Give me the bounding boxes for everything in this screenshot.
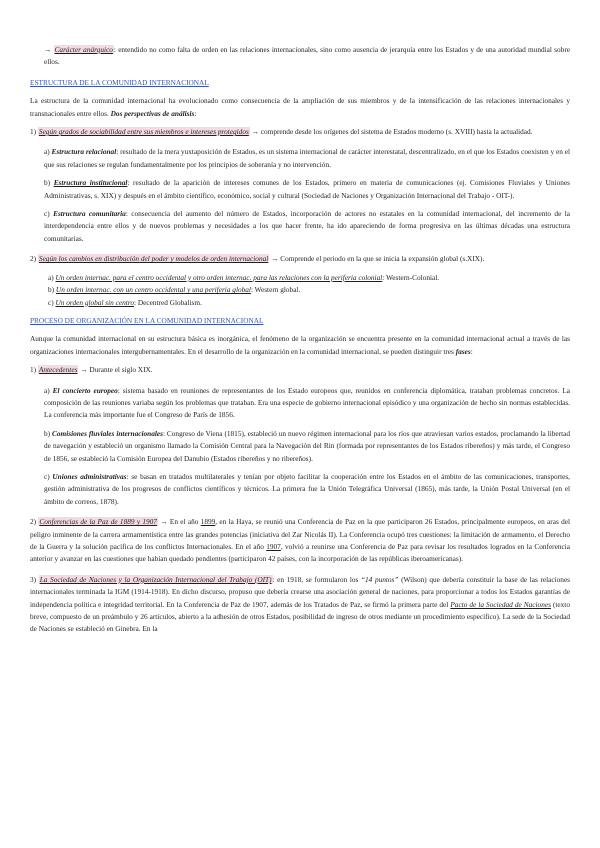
item-1b-label: b): [44, 178, 51, 188]
phase-2: [30, 516, 570, 566]
list2-item-c: [30, 297, 570, 309]
phase-1-rest: → Durante el siglo XIX.: [78, 365, 153, 375]
item-2b: [30, 428, 570, 465]
arrow: →: [44, 45, 52, 54]
item-1c-label: c): [44, 209, 50, 219]
section2-paragraph: [30, 333, 570, 358]
phase-2-text-c: , volvió a reunirse una Conferencia de Paz para revisar los resultados logrados en la Conferencia anterior y avanzar en las cuestiones que habían quedado pendientes (participaron 42 países, con la incorporación de las repúblicas iberoamericanas).: [30, 542, 571, 564]
list2-b-term: Un orden internac. con un centro occidental y una periferia global: [55, 285, 251, 295]
list2-b-rest: : Western global.: [250, 285, 301, 295]
phase-3-text-a: : en 1918, se formularon los: [272, 574, 361, 584]
item-1a: [30, 146, 570, 171]
point-2-rest: → Comprende el periodo en la que se inicia la expansión global (s.XIX).: [269, 254, 485, 264]
phase-3-text-c: (texto breve, compuesto de un preámbulo y 26 artículos, abierto a la adhesión de otros Estados, posibilidad de ingreso de otros mediante un procedimiento específico). La sede de la Sociedad de Naciones se estableció en Ginebra. En la: [30, 599, 570, 634]
item-1a-term: Estructura relacional: [51, 147, 117, 157]
phase-1-term: Antecedentes: [38, 365, 78, 375]
item-2a-label: a): [44, 385, 50, 395]
section1-bold: Dos perspectivas de análisis: [108, 108, 195, 118]
section2-bold: fases: [453, 346, 471, 356]
phase-2-num: 2): [30, 517, 37, 527]
intro-text: : entendido no como falta de orden en las relaciones internacionales, sino como ausencia de jerarquía entre los Estados y de una autoridad mundial sobre ellos.: [44, 45, 570, 67]
item-1b-term: Estructura institucional: [53, 178, 128, 188]
phase-2-year-1899: 1899: [200, 517, 216, 527]
section1-text: La estructura de la comunidad internacional ha evolucionado como consecuencia de la ampliación de sus miembros y de la intensificación de las relaciones internacionales y transnacionales entre ellos.: [30, 96, 570, 118]
point-2-term: Según los cambios en distribución del poder y modelos de orden internacional: [38, 254, 269, 264]
point-1-num: 1): [30, 127, 37, 137]
point-1-term: Según grados de sociabilidad entre sus miembros e intereses protegidos: [38, 127, 249, 137]
phase-1-num: 1): [30, 365, 37, 375]
item-2b-label: b): [44, 428, 51, 438]
item-1b: [30, 177, 570, 202]
list2-b-label: b): [48, 285, 55, 295]
section2-end: :: [470, 346, 473, 356]
item-1a-label: a): [44, 147, 50, 157]
phase-2-year-1907: 1907: [266, 542, 281, 551]
term-caracter-anarquico: Carácter anárquico: [54, 45, 113, 54]
list2-c-rest: : Decentred Globalism.: [134, 297, 202, 307]
item-2b-term: Comisiones fluviales internacionales: [52, 428, 163, 438]
section-heading-proceso[interactable]: PROCESO DE ORGANIZACIÓN EN LA COMUNIDAD INTERNACIONAL: [30, 315, 264, 325]
point-1: [30, 126, 570, 138]
list2-a-rest: : Western-Colonial.: [382, 272, 440, 282]
section2-text: Aunque la comunidad internacional en su estructura básica es inorgánica, el fenómeno de la organización se encuentra presente en la comunidad internacional actual a través de las organizaciones internacionales intergubernamentales. En el desarrollo de la organización en la comunidad internacional, se pueden distinguir tres: [30, 334, 570, 356]
item-2c-text: : se basan en tratados multilaterales y tenían por objeto facilitar la cooperación entre los Estados en el ámbito de las comunicaciones, transportes, gestión administrativa de los progresos de conflictos científicos y técnicos. La primera fue la Unión Telegráfica Universal (1865), más tarde, la Unión Postal Universal (en el ámbito de correos, 1878).: [44, 471, 571, 506]
list2-c-term: Un orden global sin centro: [55, 297, 135, 307]
item-1c: [30, 208, 570, 245]
item-2b-text: : Congreso de Viena (1815), estableció un nuevo régimen internacional para los ríos que atraviesan varios estados, proclamando la libertad de navegación y estableció un organismo llamado la Comisión Central para la Navegación del Rin (formada por representantes de los Estados ribereños) y más tarde, el Congreso de 1856, se estableció la Comisión Europea del Danubio (Estados ribereños y no ribereños).: [44, 428, 570, 463]
point-2: [30, 253, 570, 265]
item-2c-label: c): [44, 471, 50, 481]
phase-2-text-b: , en la Haya, se reunió una Conferencia de Paz en la que participaron 26 Estados, principalmente europeos, en aras del peligro inminente de la carrera armamentística entre las grandes potencias (iniciativa del Zar Nicolás II). La Conferencia ocupó tres cuestiones: la limitación de armamento, el Derecho de la Guerra y la solución pacífica de los conflictos Internacionales. En el año: [30, 517, 571, 551]
list2-item-a: [30, 272, 570, 284]
phase-3-num: 3): [30, 574, 37, 584]
list2-c-label: c): [48, 297, 54, 307]
point-2-num: 2): [30, 254, 37, 264]
phase-2-text-a: → En el año: [157, 517, 201, 527]
item-1b-text: : resultado de la aparición de intereses comunes de los Estados, primero en materia de comunicaciones (ej. Comisiones Fluviales y Uniones Administrativas, s. XIX) y después en el ámbito científico, económico, social y cultural (Sociedad de Naciones y Organización Internacional del Trabajo - OIT-).: [44, 178, 571, 200]
list2-item-b: [30, 284, 570, 296]
intro-paragraph: [30, 44, 570, 69]
phase-3-pacto: Pacto de la Sociedad de Naciones: [450, 599, 551, 609]
phase-3-term: La Sociedad de Naciones y la Organización Internacional del Trabajo (OIT): [39, 574, 272, 584]
section-heading-estructura[interactable]: ESTRUCTURA DE LA COMUNIDAD INTERNACIONAL: [30, 77, 209, 87]
list2-a-term: Un orden internac. para el centro occidental y otro orden internac. para las relaciones con la periferia colonial: [55, 272, 383, 282]
item-2a-text: : sistema basado en reuniones de representantes de los Estado europeos que, reunidos en conferencia diplomática, trataban problemas concretos. La composición de las reuniones variaba según los problemas que trataban. Era una especie de gobierno internacional episódico y una organización de hecho sin normas establecidas. La conferencia más importante fue el Congreso de París de 1856.: [44, 385, 570, 420]
phase-2-term: Conferencias de la Paz de 1889 y 1907: [39, 517, 157, 527]
item-2c-term: Uniones administrativas: [52, 471, 127, 481]
item-1c-term: Estructura comunitaria: [53, 209, 126, 219]
phase-3: [30, 574, 570, 636]
list2-a-label: a): [48, 272, 54, 282]
phase-1: [30, 364, 570, 376]
item-2a-term: El concierto europeo: [52, 385, 118, 395]
item-1c-text: : consecuencia del aumento del número de Estados, incorporación de actores no estatales en la comunidad internacional, del incremento de la interdependencia entre ellos y de nuevos problemas y necesidades a los que hacer frente, ha ido apareciendo de forma progresiva en las últimas décadas una estructura comunitarias.: [44, 209, 570, 243]
phase-3-text-b: (Wilson) que debería constituir la base de las relaciones internacionales terminada la IGM (1914-1918). En dicho discurso, propuso que debería crearse una asociación general de naciones, para proporcionar a todos los Estados garantías de independencia política e integridad territorial. En la Conferencia de Paz de 1907, además de los Tratados de Paz, se firmó la primera parte del: [30, 574, 571, 609]
point-1-rest: → comprende desde los orígenes del sistema de Estados moderno (s. XVIII) hasta la actualidad.: [249, 127, 533, 137]
item-2a: [30, 385, 570, 422]
item-2c: [30, 471, 570, 508]
phase-3-quote: “14 puntos”: [360, 574, 399, 584]
section1-paragraph: [30, 95, 570, 120]
item-1a-text: : resultado de la mera yuxtaposición de Estados, es un sistema internacional de carácter interestatal, descentralizado, en el que los Estados coexisten y en el que sus relaciones se regulan fundamentalmente por los principios de soberanía y no intervención.: [44, 147, 571, 169]
section1-end: :: [194, 108, 197, 118]
